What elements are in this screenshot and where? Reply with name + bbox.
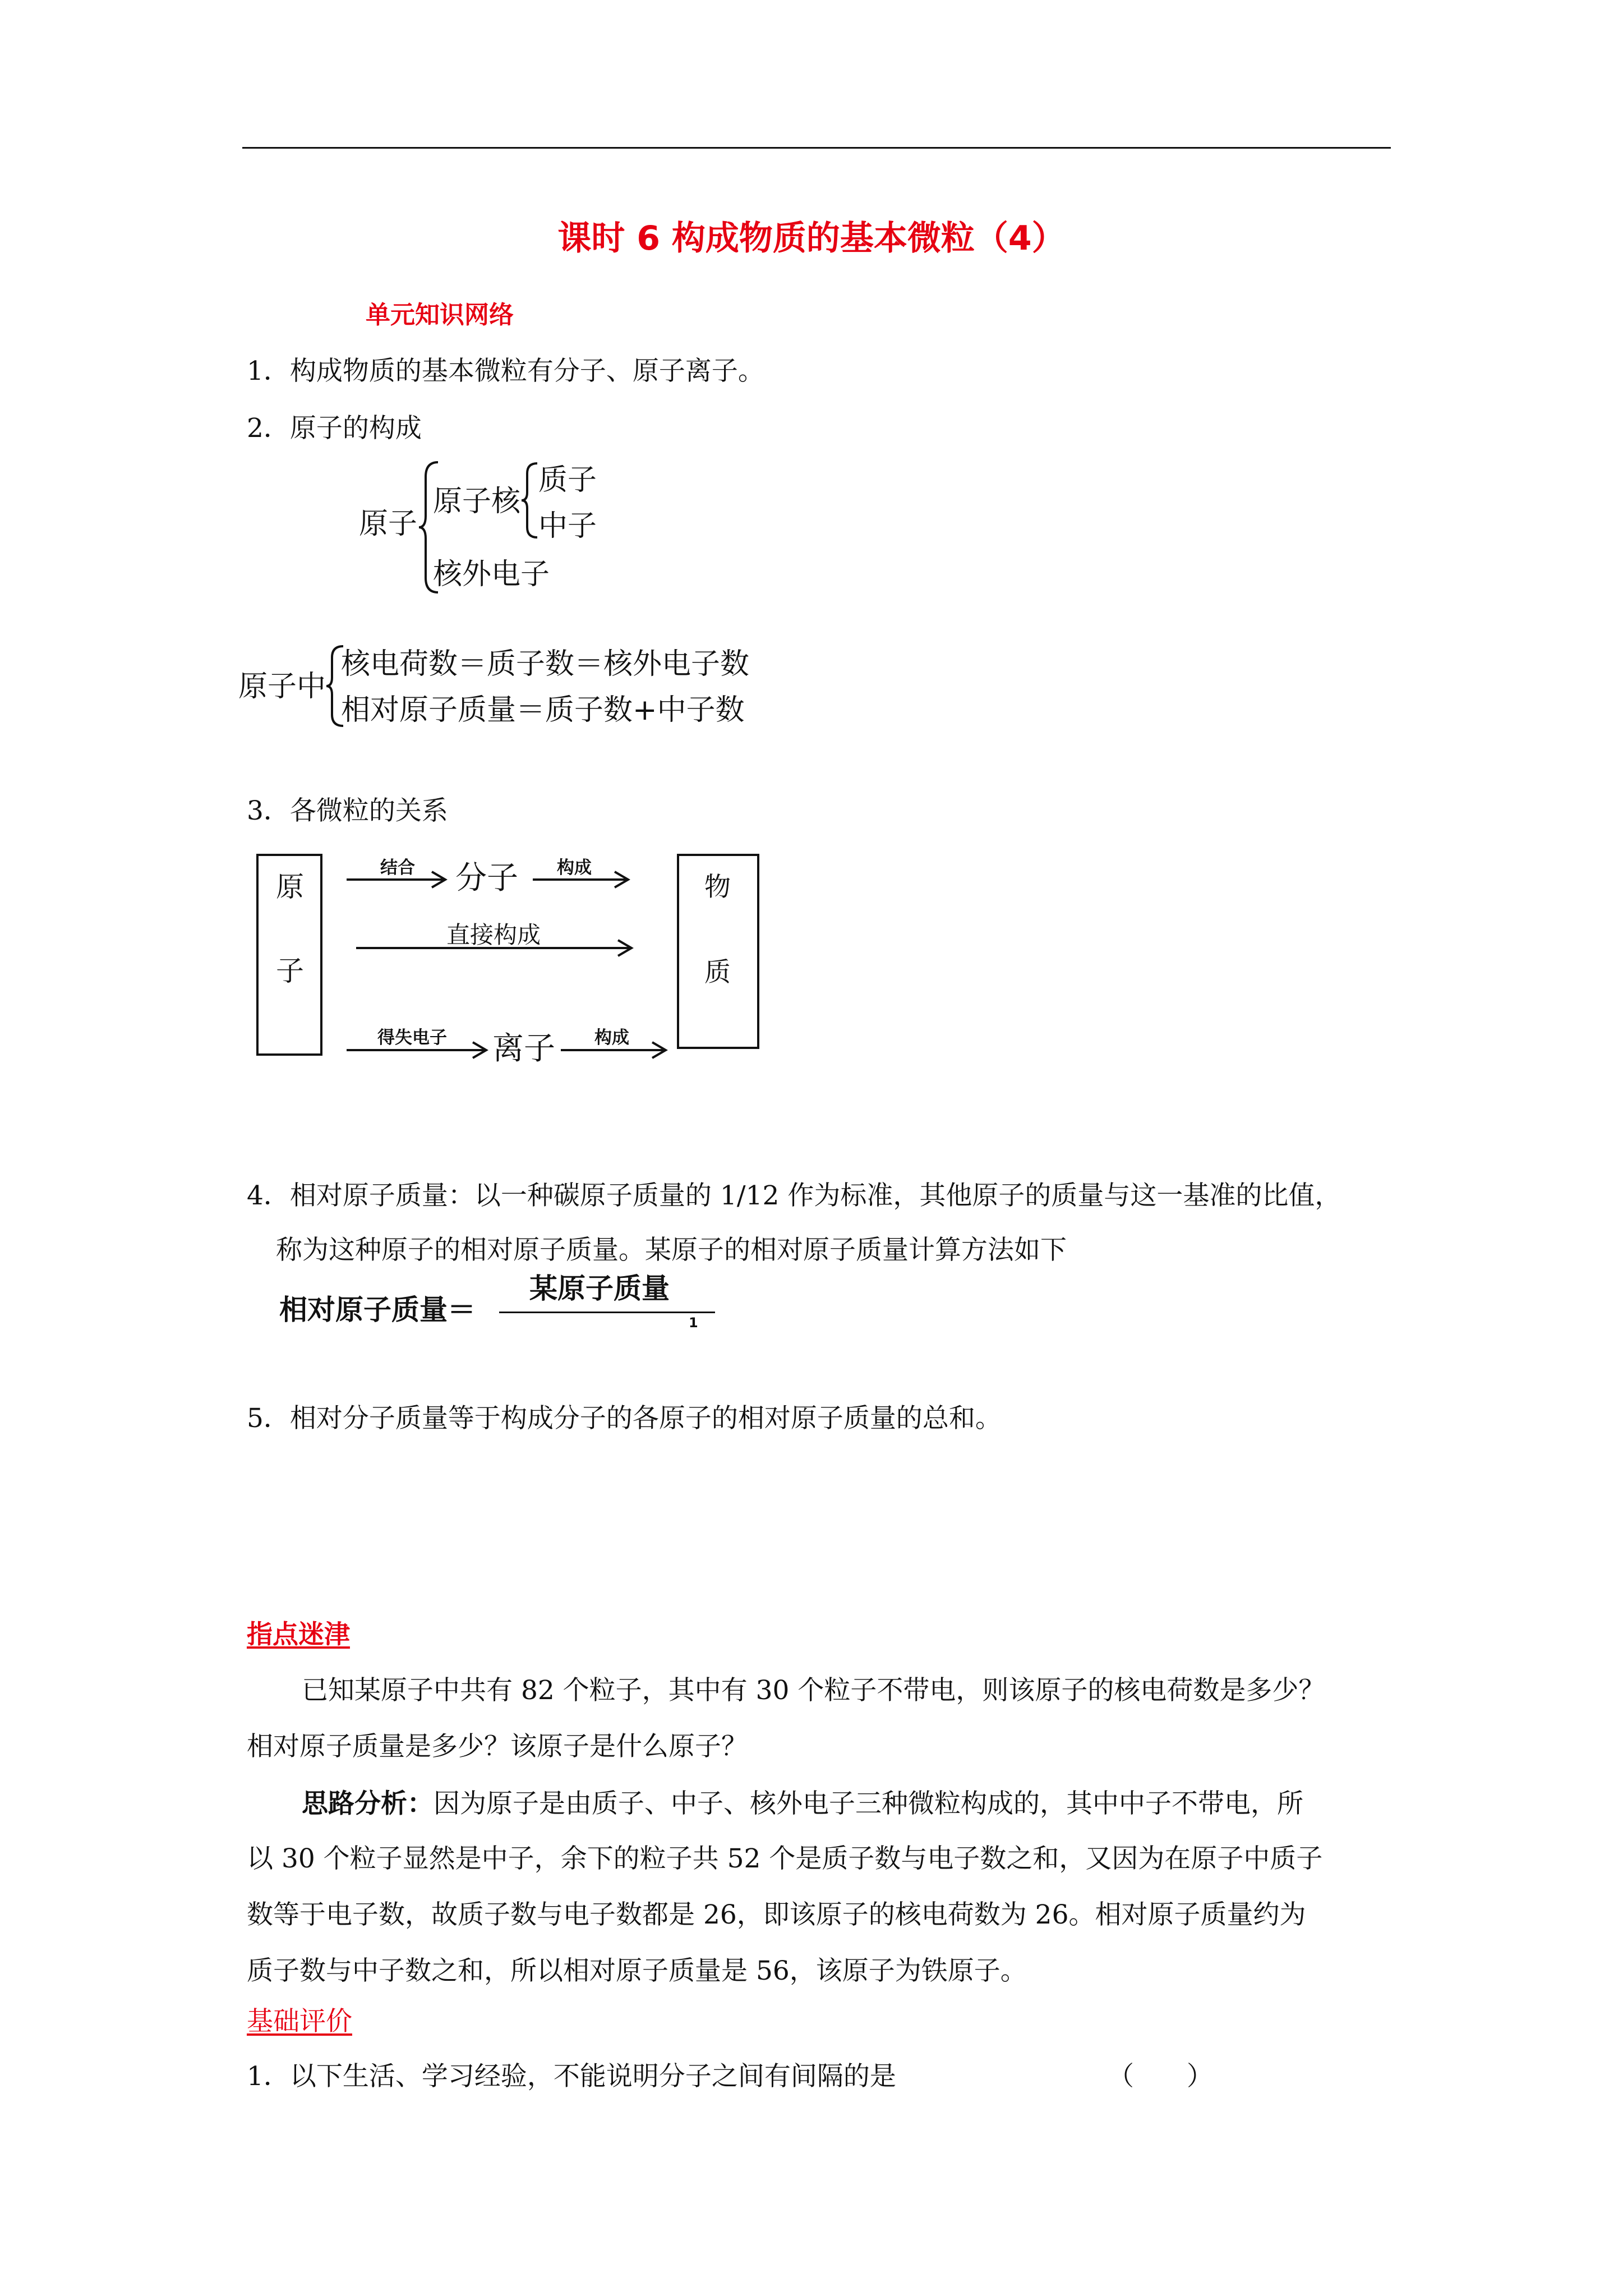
in-atom-line-2: 相对原子质量＝质子数+中子数	[341, 693, 745, 727]
ion-label: 离子	[492, 1030, 555, 1067]
in-atom-label: 原子中	[238, 670, 326, 703]
basic-question-1: 1．以下生活、学习经验，不能说明分子之间有间隔的是	[247, 2061, 896, 2092]
guide-heading: 指点迷津	[247, 1619, 350, 1649]
analysis-text-1: 因为原子是由质子、中子、核外电子三种微粒构成的，其中中子不带电，所	[434, 1788, 1303, 1819]
gain-lose-electron-label: 得失电子	[377, 1028, 447, 1048]
guide-question-line-2: 相对原子质量是多少？该原子是什么原子？	[247, 1731, 748, 1762]
matter-box-top-char: 物	[704, 872, 731, 903]
electron-label: 核外电子	[433, 558, 550, 591]
atom-box-top-char: 原	[276, 871, 304, 903]
molecule-label: 分子	[455, 860, 518, 896]
direct-compose-label: 直接构成	[446, 921, 541, 949]
formula-numerator: 某原子质量	[529, 1272, 670, 1305]
guide-analysis-line-3: 数等于电子数，故质子数与电子数都是 26，即该原子的核电荷数为 26。相对原子质量约为	[247, 1899, 1306, 1930]
guide-analysis-line-1	[302, 1788, 1303, 1819]
section-heading-network: 单元知识网络	[366, 301, 514, 329]
knowledge-item-5: 5．相对分子质量等于构成分子的各原子的相对原子质量的总和。	[247, 1403, 1002, 1434]
neutron-label: 中子	[538, 509, 597, 543]
nucleus-label: 原子核	[433, 485, 521, 518]
atom-root-label: 原子	[359, 507, 418, 541]
guide-analysis-line-2: 以 30 个粒子显然是中子，余下的粒子共 52 个是质子数与电子数之和，又因为在原子中质子	[247, 1843, 1323, 1874]
knowledge-item-2: 2．原子的构成	[247, 413, 422, 444]
guide-question-line-1: 已知某原子中共有 82 个粒子，其中有 30 个粒子不带电，则该原子的核电荷数是多少？	[302, 1675, 1325, 1706]
proton-label: 质子	[538, 463, 597, 497]
matter-box-bottom-char: 质	[704, 957, 731, 988]
knowledge-item-4-line-1: 4．相对原子质量：以一种碳原子质量的 1/12 作为标准，其他原子的质量与这一基准的比值，	[247, 1180, 1341, 1211]
formula-denominator: 1	[689, 1315, 698, 1331]
page-title: 课时 6 构成物质的基本微粒（4）	[557, 219, 1066, 258]
fraction-bar	[499, 1312, 715, 1313]
guide-analysis-line-4: 质子数与中子数之和，所以相对原子质量是 56，该原子为铁原子。	[247, 1955, 1027, 1986]
basic-question-1-paren: （ ）	[1108, 2061, 1213, 2092]
formula-left: 相对原子质量＝	[279, 1294, 476, 1326]
atom-box-bottom-char: 子	[276, 955, 304, 987]
knowledge-item-4-line-2: 称为这种原子的相对原子质量。某原子的相对原子质量计算方法如下	[276, 1235, 1067, 1266]
in-atom-line-1: 核电荷数＝质子数＝核外电子数	[341, 647, 750, 681]
knowledge-item-3: 3．各微粒的关系	[247, 795, 448, 826]
basic-heading: 基础评价	[247, 2006, 352, 2037]
analysis-label: 思路分析：	[302, 1788, 434, 1819]
compose-label-2: 构成	[594, 1028, 629, 1048]
compose-label-1: 构成	[557, 858, 592, 878]
combine-label: 结合	[380, 858, 415, 878]
knowledge-item-1: 1．构成物质的基本微粒有分子、原子离子。	[247, 356, 764, 386]
